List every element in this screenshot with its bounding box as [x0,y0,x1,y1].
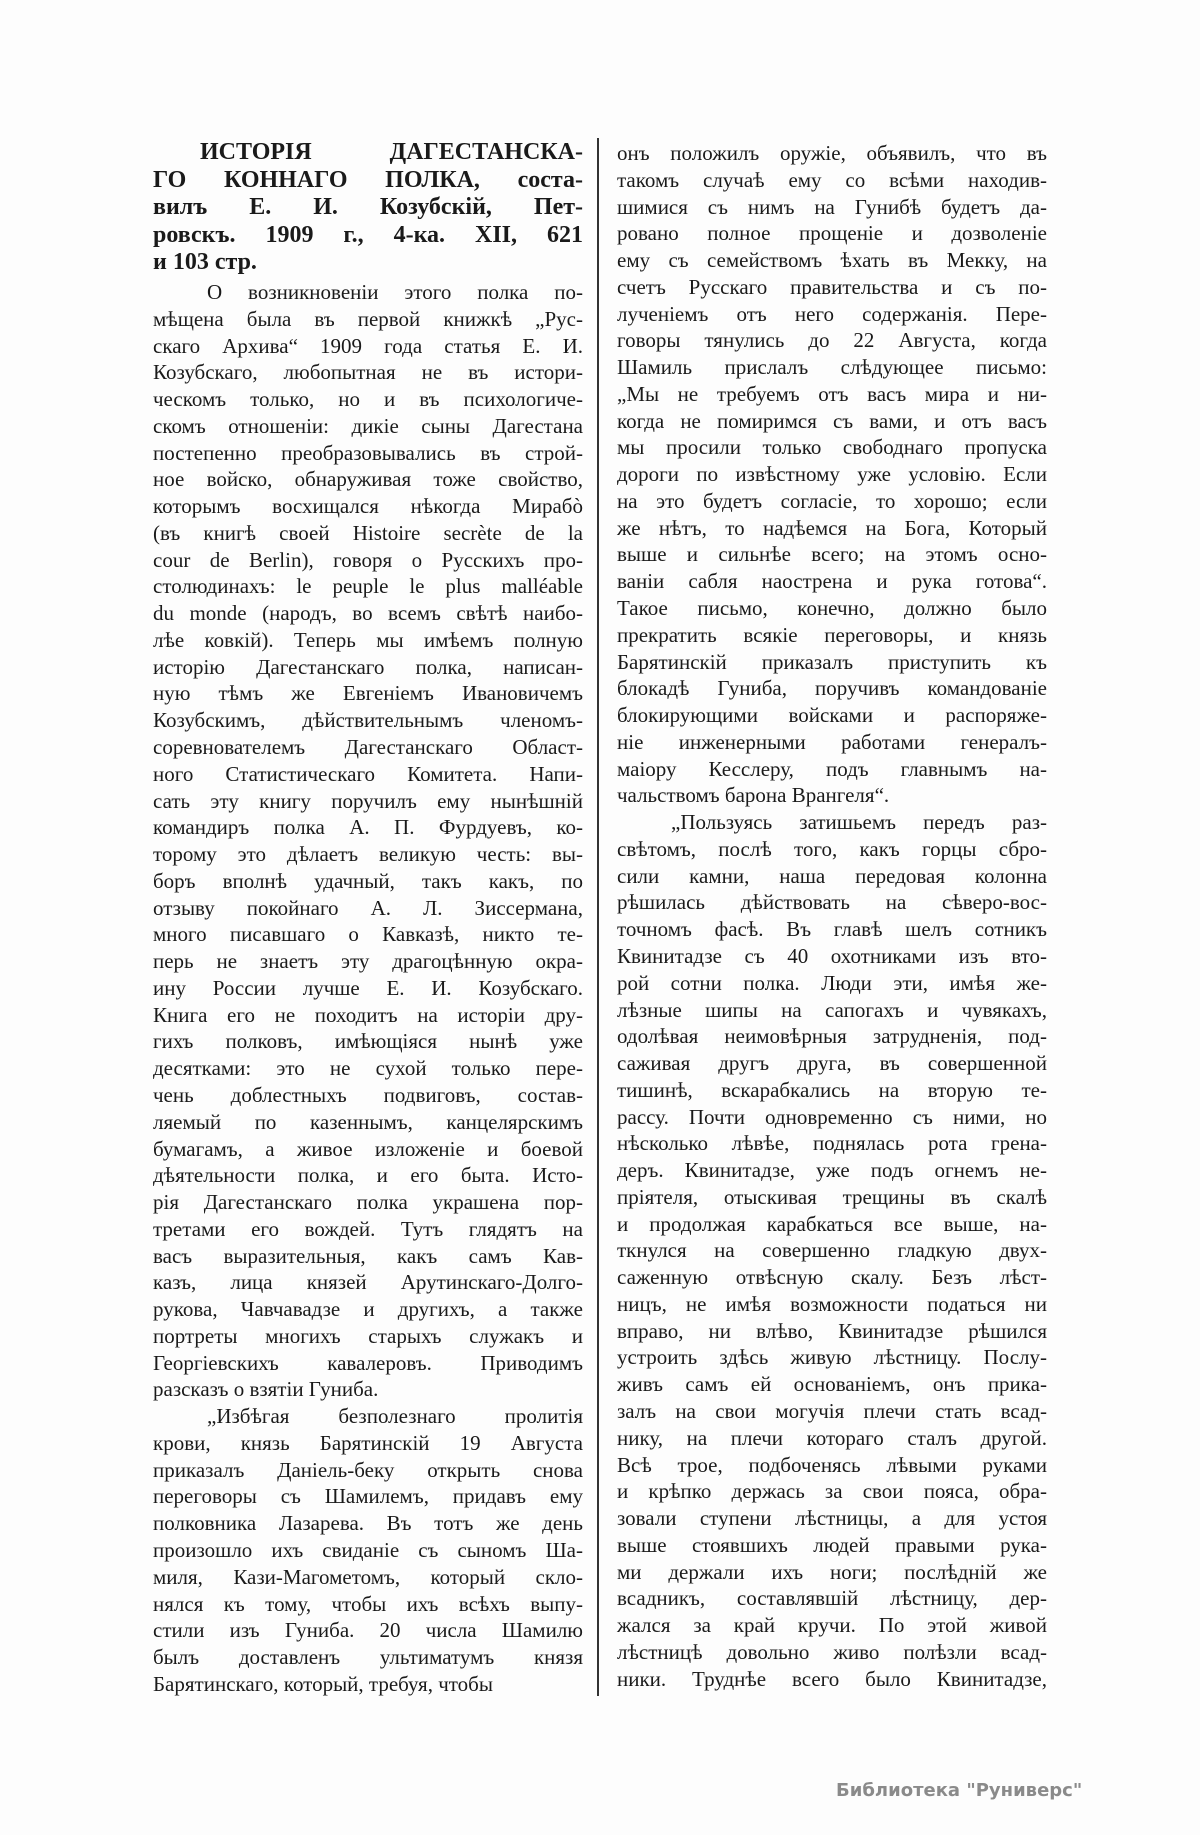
text-line: ческомъ только, но и въ психологиче- [153,387,583,412]
text-line: говоры тянулись до 22 Августа, когда [617,328,1047,353]
text-line: жался за край кручи. По этой живой [617,1613,1047,1638]
text-line: крови, князь Барятинскій 19 Августа [153,1430,583,1455]
text-line: лученіемъ отъ него содержанія. Пере- [617,301,1047,326]
text-line: нику, на плечи котораго сталъ другой. [617,1425,1047,1450]
text-line: полковника Лазарева. Въ тотъ же день [153,1511,583,1536]
text-line: „Мы не требуемъ отъ васъ мира и ни- [617,381,1047,406]
text-line: рѣшилась дѣйствовать на сѣверо-вос- [617,890,1047,915]
text-line: мы просили только свободнаго пропуска [617,435,1047,460]
title-line: вилъ Е. И. Козубскій, Пет- [153,194,583,221]
text-line: du monde (народъ, во всемъ свѣтѣ наибо- [153,601,583,626]
text-line: одолѣвая неимовѣрныя затрудненія, под- [617,1024,1047,1049]
text-line: десятками: это не сухой только пере- [153,1056,583,1081]
text-line: ину России лучше Е. И. Козубскаго. [153,975,583,1000]
text-line: портреты многихъ старыхъ служакъ и [153,1323,583,1348]
text-line: нѣсколько лѣвѣе, поднялась рота грена- [617,1131,1047,1156]
text-line: выше стоявшихъ людей правыми рука- [617,1532,1047,1557]
text-line: ники. Труднѣе всего было Квинитадзе, [617,1666,1047,1691]
text-line: вправо, ни влѣво, Квинитадзе рѣшился [617,1318,1047,1343]
text-line: мѣщена была въ первой книжкѣ „Рус- [153,306,583,331]
text-line: третами его вождей. Тутъ глядятъ на [153,1216,583,1241]
text-line: ему съ семействомъ ѣхать въ Мекку, на [617,248,1047,273]
left-column-text [153,279,583,1698]
text-line: произошло ихъ свиданіе съ сыномъ Ша- [153,1537,583,1562]
text-line: и крѣпко держась за свои пояса, обра- [617,1479,1047,1504]
text-line: ткнулся на совершенно гладкую двух- [617,1238,1047,1263]
text-line: командиръ полка А. П. Фурдуевъ, ко- [153,815,583,840]
text-line: залъ на свои могучія плечи стать всад- [617,1398,1047,1423]
text-line: блокадѣ Гуниба, поручивъ командованіе [617,676,1047,701]
text-line: перь не знаетъ эту драгоцѣнную окра- [153,949,583,974]
text-line: рой сотни полка. Люди эти, имѣя же- [617,970,1047,995]
text-line: ную тѣмъ же Евгеніемъ Ивановичемъ [153,681,583,706]
text-line: живъ самъ ей основаніемъ, онъ прика- [617,1372,1047,1397]
text-line: бумагамъ, а живое изложеніе и боевой [153,1136,583,1161]
title-line: и 103 стр. [153,249,257,276]
text-line: точномъ фасѣ. Въ главѣ шелъ сотникъ [617,917,1047,942]
text-line: О возникновеніи этого полка по- [207,280,583,304]
text-line: ровано полное прощеніе и дозволеніе [617,221,1047,246]
column-divider [597,138,599,1696]
text-line: васъ выразительныя, какъ самъ Кав- [153,1243,583,1268]
text-line: чальствомъ барона Врангеля“. [617,783,890,808]
text-line: Квинитадзе съ 40 охотниками изъ вто- [617,943,1047,968]
text-line: которымъ восхищался нѣкогда Мирабò [153,494,583,519]
text-line: рукова, Чавчавадзе и другихъ, а также [153,1297,583,1322]
title-line: ровскъ. 1909 г., 4-ка. XII, 621 [153,221,583,248]
text-line: исторію Дагестанскаго полка, написан- [153,654,583,679]
text-line: дѣятельности полка, и его быта. Исто- [153,1163,583,1188]
text-line: Козубскаго, любопытная не въ истори- [153,360,583,385]
text-line: Всѣ трое, подбоченясь лѣвыми руками [617,1452,1047,1477]
text-line: соревнователемъ Дагестанскаго Област- [153,735,583,760]
text-line: на это будетъ согласіе, то хорошо; если [617,488,1047,513]
text-line: (въ книгѣ своей Histoire secrète de la [153,520,583,545]
text-line: былъ доставленъ ультиматумъ князя [153,1645,583,1670]
text-line: и продолжая карабкаться все выше, на- [617,1211,1047,1236]
text-line: блокирующими войсками и распоряже- [617,703,1047,728]
text-line: Козубскимъ, дѣйствительнымъ членомъ- [153,708,583,733]
text-line: саживая другъ друга, въ совершенной [617,1051,1047,1076]
text-line: лѣстницѣ довольно живо полѣзли всад- [617,1639,1047,1664]
text-line: „Пользуясь затишьемъ передъ раз- [671,810,1047,835]
text-line: боръ вполнѣ удачный, такъ какъ, по [153,868,583,893]
text-line: скомъ отношеніи: дикіе сыны Дагестана [153,413,583,438]
text-line: разсказъ о взятіи Гуниба. [153,1377,379,1402]
text-line: маіору Кесслеру, подъ главнымъ на- [617,756,1047,781]
text-line: казъ, лица князей Арутинскаго-Долго- [153,1270,583,1295]
title-line: ГО КОННАГО ПОЛКА, соста- [153,166,583,193]
text-line: ницъ, не имѣя возможности податься ни [617,1291,1047,1316]
text-line: Книга его не походитъ на исторіи дру- [153,1002,583,1027]
right-column-text [617,140,1047,1692]
text-line: счетъ Русскаго правительства и съ по- [617,274,1047,299]
text-line: Шамиль прислалъ слѣдующее письмо: [617,355,1047,380]
text-line: сили камни, наша передовая колонна [617,863,1047,888]
text-line: деръ. Квинитадзе, уже подъ огнемъ не- [617,1158,1047,1183]
text-line: переговоры съ Шамилемъ, придавъ ему [153,1484,583,1509]
text-line: отзыву покойнаго А. Л. Зиссермана, [153,895,583,920]
review-title [153,139,583,277]
text-line: зовали ступени лѣстницы, а для устоя [617,1506,1047,1531]
text-line: устроить здѣсь живую лѣстницу. Послу- [617,1345,1047,1370]
text-line: пріятеля, отыскивая трещины въ скалѣ [617,1184,1047,1209]
text-line: выше и сильнѣе всего; на этомъ осно- [617,542,1047,567]
text-line: скаго Архива“ 1909 года статья Е. И. [153,333,583,358]
text-line: рія Дагестанскаго полка украшена пор- [153,1190,583,1215]
text-line: Барятинскій приказалъ приступить къ [617,649,1047,674]
text-line: рассу. Почти одновременно съ ними, но [617,1104,1047,1129]
text-line: свѣтомъ, послѣ того, какъ горцы сбро- [617,836,1047,861]
text-line: всадникъ, составлявшій лѣстницу, дер- [617,1586,1047,1611]
text-line: гихъ полковъ, имѣющіяся нынѣ уже [153,1029,583,1054]
text-line: такомъ случаѣ ему со всѣми находив- [617,167,1047,192]
text-line: миля, Кази-Магометомъ, который скло- [153,1564,583,1589]
text-line: чень доблестныхъ подвиговъ, состав- [153,1082,583,1107]
text-line: торому это дѣлаетъ великую честь: вы- [153,842,583,867]
text-line: cour de Berlin), говоря о Русскихъ про- [153,547,583,572]
text-line: шимися съ нимъ на Гунибѣ будетъ да- [617,194,1047,219]
text-line: ваніи сабля наострена и рука готова“. [617,569,1047,594]
text-line: ніе инженерными работами генералъ- [617,729,1047,754]
text-line: приказалъ Даніель-беку открыть снова [153,1457,583,1482]
text-line: Георгіевскихъ кавалеровъ. Приводимъ [153,1350,583,1375]
text-line: лѣзные шипы на сапогахъ и чувякахъ, [617,997,1047,1022]
text-line: нялся къ тому, чтобы ихъ всѣхъ выпу- [153,1591,583,1616]
text-line: постепенно преобразовывались въ строй- [153,440,583,465]
text-line: тишинѣ, вскарабкались на вторую те- [617,1077,1047,1102]
text-line: же нѣтъ, то надѣемся на Бога, Который [617,515,1047,540]
text-line: много писавшаго о Кавказѣ, никто те- [153,922,583,947]
text-line: Такое письмо, конечно, должно было [617,596,1047,621]
text-line: столюдинахъ: le peuple le plus malléable [153,574,583,599]
text-line: ного Статистическаго Комитета. Напи- [153,761,583,786]
library-watermark: Библиотека "Руниверс" [836,1780,1083,1801]
text-line: ми держали ихъ ноги; послѣдній же [617,1559,1047,1584]
text-line: дороги по извѣстному уже условію. Если [617,462,1047,487]
text-line: стили изъ Гуниба. 20 числа Шамилю [153,1618,583,1643]
text-line: прекратить всякіе переговоры, и князь [617,622,1047,647]
text-line: ляемый по казеннымъ, канцелярскимъ [153,1109,583,1134]
text-line: Барятинскаго, который, требуя, чтобы [153,1671,493,1696]
title-line: ИСТОРІЯ ДАГЕСТАНСКА- [200,139,583,165]
text-line: „Избѣгая безполезнаго пролитія [207,1404,583,1429]
text-line: саженную отвѣсную скалу. Безъ лѣст- [617,1265,1047,1290]
text-line: когда не помиримся съ вами, и отъ васъ [617,408,1047,433]
text-line: онъ положилъ оружіе, объявилъ, что въ [617,141,1047,165]
text-line: лѣе ковкій). Теперь мы имѣемъ полную [153,627,583,652]
text-line: сать эту книгу поручилъ ему нынѣшній [153,788,583,813]
text-line: ное войско, обнаруживая тоже свойство, [153,467,583,492]
